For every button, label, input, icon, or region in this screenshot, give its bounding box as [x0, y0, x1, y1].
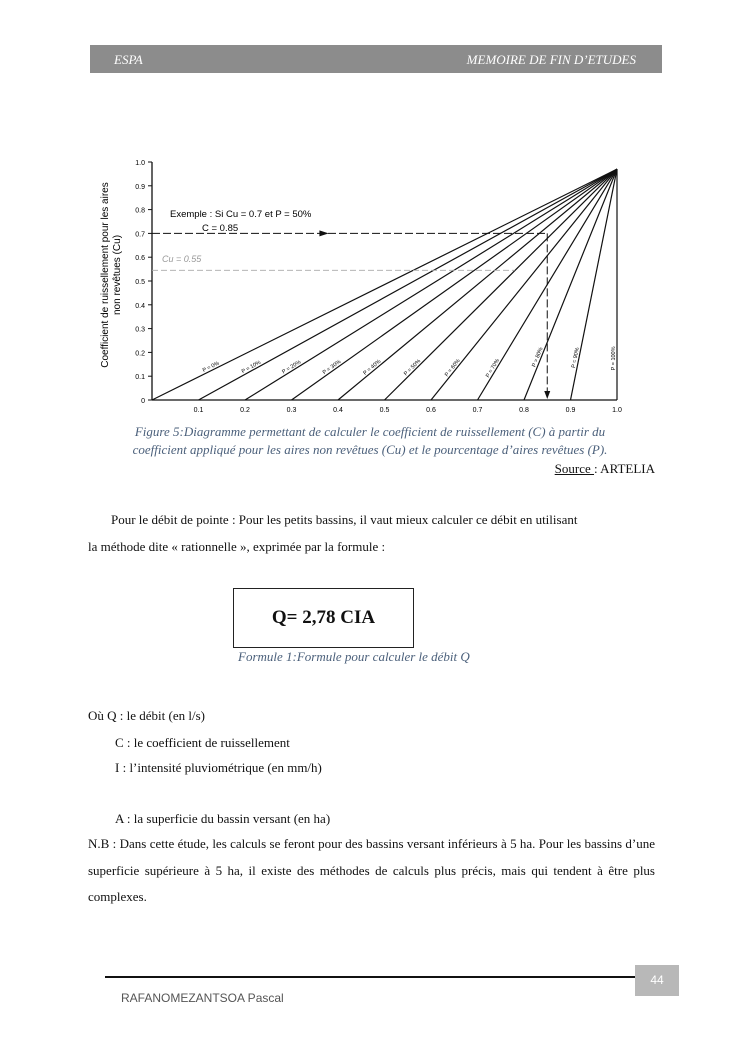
- formula-caption: Formule 1:Formule pour calculer le débit Q: [238, 649, 470, 664]
- y-tick-label: 0.6: [135, 255, 145, 263]
- example-text-1: Exemple : Si Cu = 0.7 et P = 50%: [170, 209, 312, 220]
- y-tick-label: 0.3: [135, 326, 145, 334]
- x-tick-label: 0.8: [519, 407, 529, 414]
- x-tick-label: 0.3: [286, 407, 297, 414]
- y-tick-label: 0.4: [135, 302, 145, 310]
- x-tick-label: 0.1: [193, 407, 204, 414]
- x-tick-label: 0.2: [240, 407, 250, 414]
- p-line-label: P = 0%: [201, 360, 221, 374]
- source-label: Source: [554, 461, 595, 476]
- y-tick-label: 0.9: [135, 183, 145, 191]
- y-axis-label-1: Coefficient de ruissellement pour les aires: [100, 182, 111, 368]
- source-value: : ARTELIA: [594, 461, 655, 476]
- arrow-down-icon: [544, 391, 550, 399]
- x-tick-label: 1.0: [612, 407, 622, 414]
- nb-paragraph: N.B : Dans cette étude, les calculs se feront pour des bassins versant inférieurs à 5 ha. Pour les bassins d’une superficie supérieure à 5 ha, il existe des méthodes de calculs plus précis, mais qui tendent à être plus complexes.: [88, 836, 655, 904]
- y-tick-label: 0.2: [135, 350, 145, 358]
- example-text-2: C = 0.85: [202, 223, 239, 234]
- definition-q: Où Q : le débit (en l/s): [88, 708, 205, 723]
- y-tick-label: 0.1: [135, 374, 145, 382]
- arrow-right-icon: [319, 230, 328, 236]
- y-tick-label: 0.7: [135, 231, 145, 239]
- definition-c: C : le coefficient de ruissellement: [115, 735, 290, 750]
- intro-line-2: la méthode dite « rationnelle », exprimée par la formule :: [88, 539, 386, 554]
- x-tick-label: 0.4: [333, 407, 343, 414]
- caption-line-2: coefficient appliqué pour les aires non revêtues (Cu) et le pourcentage d’aires revêtues (P).: [132, 442, 608, 457]
- page-number: 44: [635, 965, 679, 996]
- definition-i: I : l’intensité pluviométrique (en mm/h): [115, 760, 322, 775]
- definition-a: A : la superficie du bassin versant (en ha): [115, 811, 331, 826]
- y-tick-label: 0.8: [135, 207, 145, 215]
- formula-box: [233, 588, 414, 648]
- x-tick-label: 0.7: [472, 407, 483, 414]
- y-axis-label-2: non revêtues (Cu): [112, 234, 123, 316]
- x-tick-label: 0.6: [426, 407, 436, 414]
- x-tick-label: 0.9: [565, 407, 576, 414]
- p-line-label: P = 80%: [531, 346, 545, 369]
- p-line-label: P = 90%: [570, 347, 581, 369]
- figure-caption: [60, 423, 680, 459]
- figure-source: [555, 461, 655, 477]
- x-tick-label: 0.5: [379, 407, 390, 414]
- intro-line-1: Pour le débit de pointe : Pour les petits bassins, il vaut mieux calculer ce débit en utilisant: [111, 512, 578, 527]
- y-tick-label: 0.5: [135, 279, 145, 286]
- footer-rule: [105, 976, 635, 978]
- runoff-coefficient-diagram: [90, 130, 640, 420]
- page-header: [90, 45, 662, 73]
- p-line-label: P = 50%: [403, 358, 423, 378]
- p-line-label: P = 40%: [362, 358, 383, 377]
- p-line-label: P = 30%: [321, 359, 343, 377]
- header-left: ESPA: [114, 52, 143, 67]
- p-line-label: P = 60%: [443, 358, 462, 379]
- footer-author: RAFANOMEZANTSOA Pascal: [121, 991, 284, 1005]
- y-tick-label: 1.0: [135, 160, 145, 167]
- p-line-label: P = 70%: [485, 357, 502, 379]
- y-tick-label: 0: [141, 398, 145, 405]
- header-right: MEMOIRE DE FIN D’ETUDES: [466, 52, 636, 67]
- caption-line-1: Figure 5:Diagramme permettant de calculer le coefficient de ruissellement (C) à partir du: [134, 424, 606, 439]
- p-line-label: P = 10%: [240, 359, 263, 376]
- annotation-text: Cu = 0.55: [162, 254, 202, 264]
- formula-text: Q= 2,78 CIA: [271, 607, 376, 628]
- p-line-label: P = 100%: [611, 346, 617, 371]
- p-line-label: P = 20%: [281, 359, 303, 376]
